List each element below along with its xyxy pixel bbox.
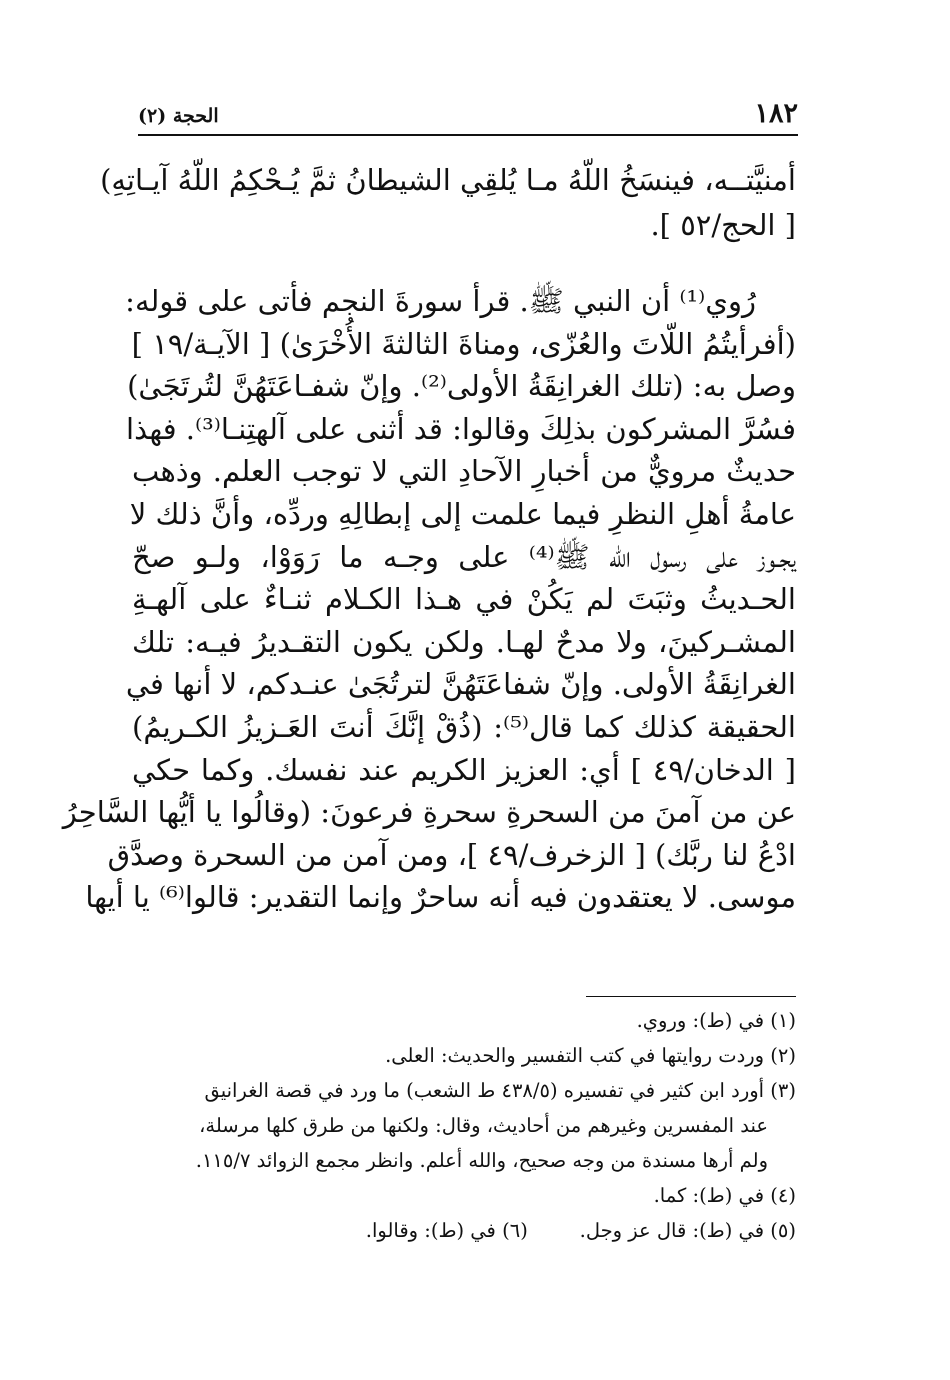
footnote-1: (١) في (ط): وروي. (636, 1009, 796, 1032)
text-line: (أفرأيتُمُ اللّاتَ والعُزّى، ومناةَ الثالثةَ الأُخْرَىٰ) [ الآيـة/١٩ ] (131, 326, 796, 361)
page-header (138, 94, 798, 134)
text-line: فسُرَّ المشركون بذلِكَ وقالوا: قد أثنى على آلهتِنـا⁽³⁾. فهذا (126, 411, 796, 446)
page-number: ١٨٢ (754, 98, 798, 129)
footnote-2: (٢) وردت روايتها في كتب التفسير والحديث: العلى. (385, 1044, 796, 1067)
text-line: عن من آمنَ من السحرةِ سحرةِ فرعونَ: (وقالُوا يا أيُّها السَّاحِرُ (62, 795, 796, 830)
text-line: الغرانِقَةُ الأولى. وإنّ شفاعَتَهُنَّ لترتُجَىٰ عنـدكم، لا أنها في (125, 667, 796, 702)
text-line: ادْعُ لنا ربَّك) [ الزخرف/٤٩ ]، ومن آمن من السحرة وصدَّق (107, 837, 796, 872)
footnote-3-continued: ولم أرها مسندة من وجه صحيح، والله أعلم. وانظر مجمع الزوائد ١١٥/٧. (195, 1149, 768, 1172)
text-line: [ الحج/٥٢ ]. (650, 208, 796, 242)
text-line: أمنيَّتــه، فينسَخُ اللّهُ مـا يُلقِي الشيطانُ ثمَّ يُـحْكِمُ اللّهُ آيـاتِهِ) (100, 163, 796, 197)
footnote-6: (٦) في (ط): وقالوا. (365, 1219, 528, 1242)
paragraph-continuation (100, 158, 796, 248)
paragraph-main (62, 280, 796, 919)
footnote-4: (٤) في (ط): كما. (653, 1184, 796, 1207)
footnotes (132, 1003, 796, 1248)
text-line: رُوي⁽¹⁾ أن النبي ﷺ. قرأ سورةَ النجم فأتى على قوله: (125, 284, 756, 318)
text-line: وصل به: (تلك الغرانِقَةُ الأولى⁽²⁾. وإنّ شفـاعَتَهُنَّ لتُرتَجَىٰ) (127, 369, 796, 404)
footnote-row (132, 1213, 796, 1248)
text-line: المشـركينَ، ولا مدحٌ لهـا. ولكن يكون التقـديرُ فيـه: تلك (132, 624, 796, 659)
text-line: عامةُ أهلِ النظرِ فيما علمت إلى إبطالِهِ وردِّه، وأنَّ ذلك لا (129, 496, 796, 531)
text-line: حديثٌ مرويٌّ من أخبارِ الآحادِ التي لا توجب العلم. وذهب (132, 454, 796, 489)
footnote-separator (586, 996, 796, 997)
header-rule (138, 134, 798, 136)
text-line: يجـوز على رسول الله ﷺ⁽⁴⁾ على وجـه ما رَوَوْا، ولـو صحّ (132, 539, 796, 574)
footnote-3: (٣) أورد ابن كثير في تفسيره (٤٣٨/٥ ط الشعب) ما ورد في قصة الغرانيق (204, 1079, 796, 1102)
footnote-3-continued: عند المفسرين وغيرهم من أحاديث، وقال: ولكنها من طرق كلها مرسلة، (199, 1114, 768, 1137)
footnote-5: (٥) في (ط): قال عز وجل. (579, 1219, 796, 1242)
text-line: الحقيقة كذلك كما قال⁽⁵⁾: (ذُقْ إنَّكَ أنتَ العَـزيزُ الكـريمُ) (132, 709, 796, 744)
running-title: الحجة (٢) (138, 105, 219, 127)
text-line: [ الدخان/٤٩ ] أي: العزيز الكريم عند نفسك. وكما حكي (132, 752, 796, 787)
text-line: موسى. لا يعتقدون فيه أنه ساحرٌ وإنما التقدير: قالوا⁽⁶⁾ يا أيها (85, 880, 796, 915)
text-line: الحـديثُ وثبَتَ لم يَكُنْ في هـذا الكـلام ثنـاءٌ على آلهـةِ (132, 582, 796, 617)
